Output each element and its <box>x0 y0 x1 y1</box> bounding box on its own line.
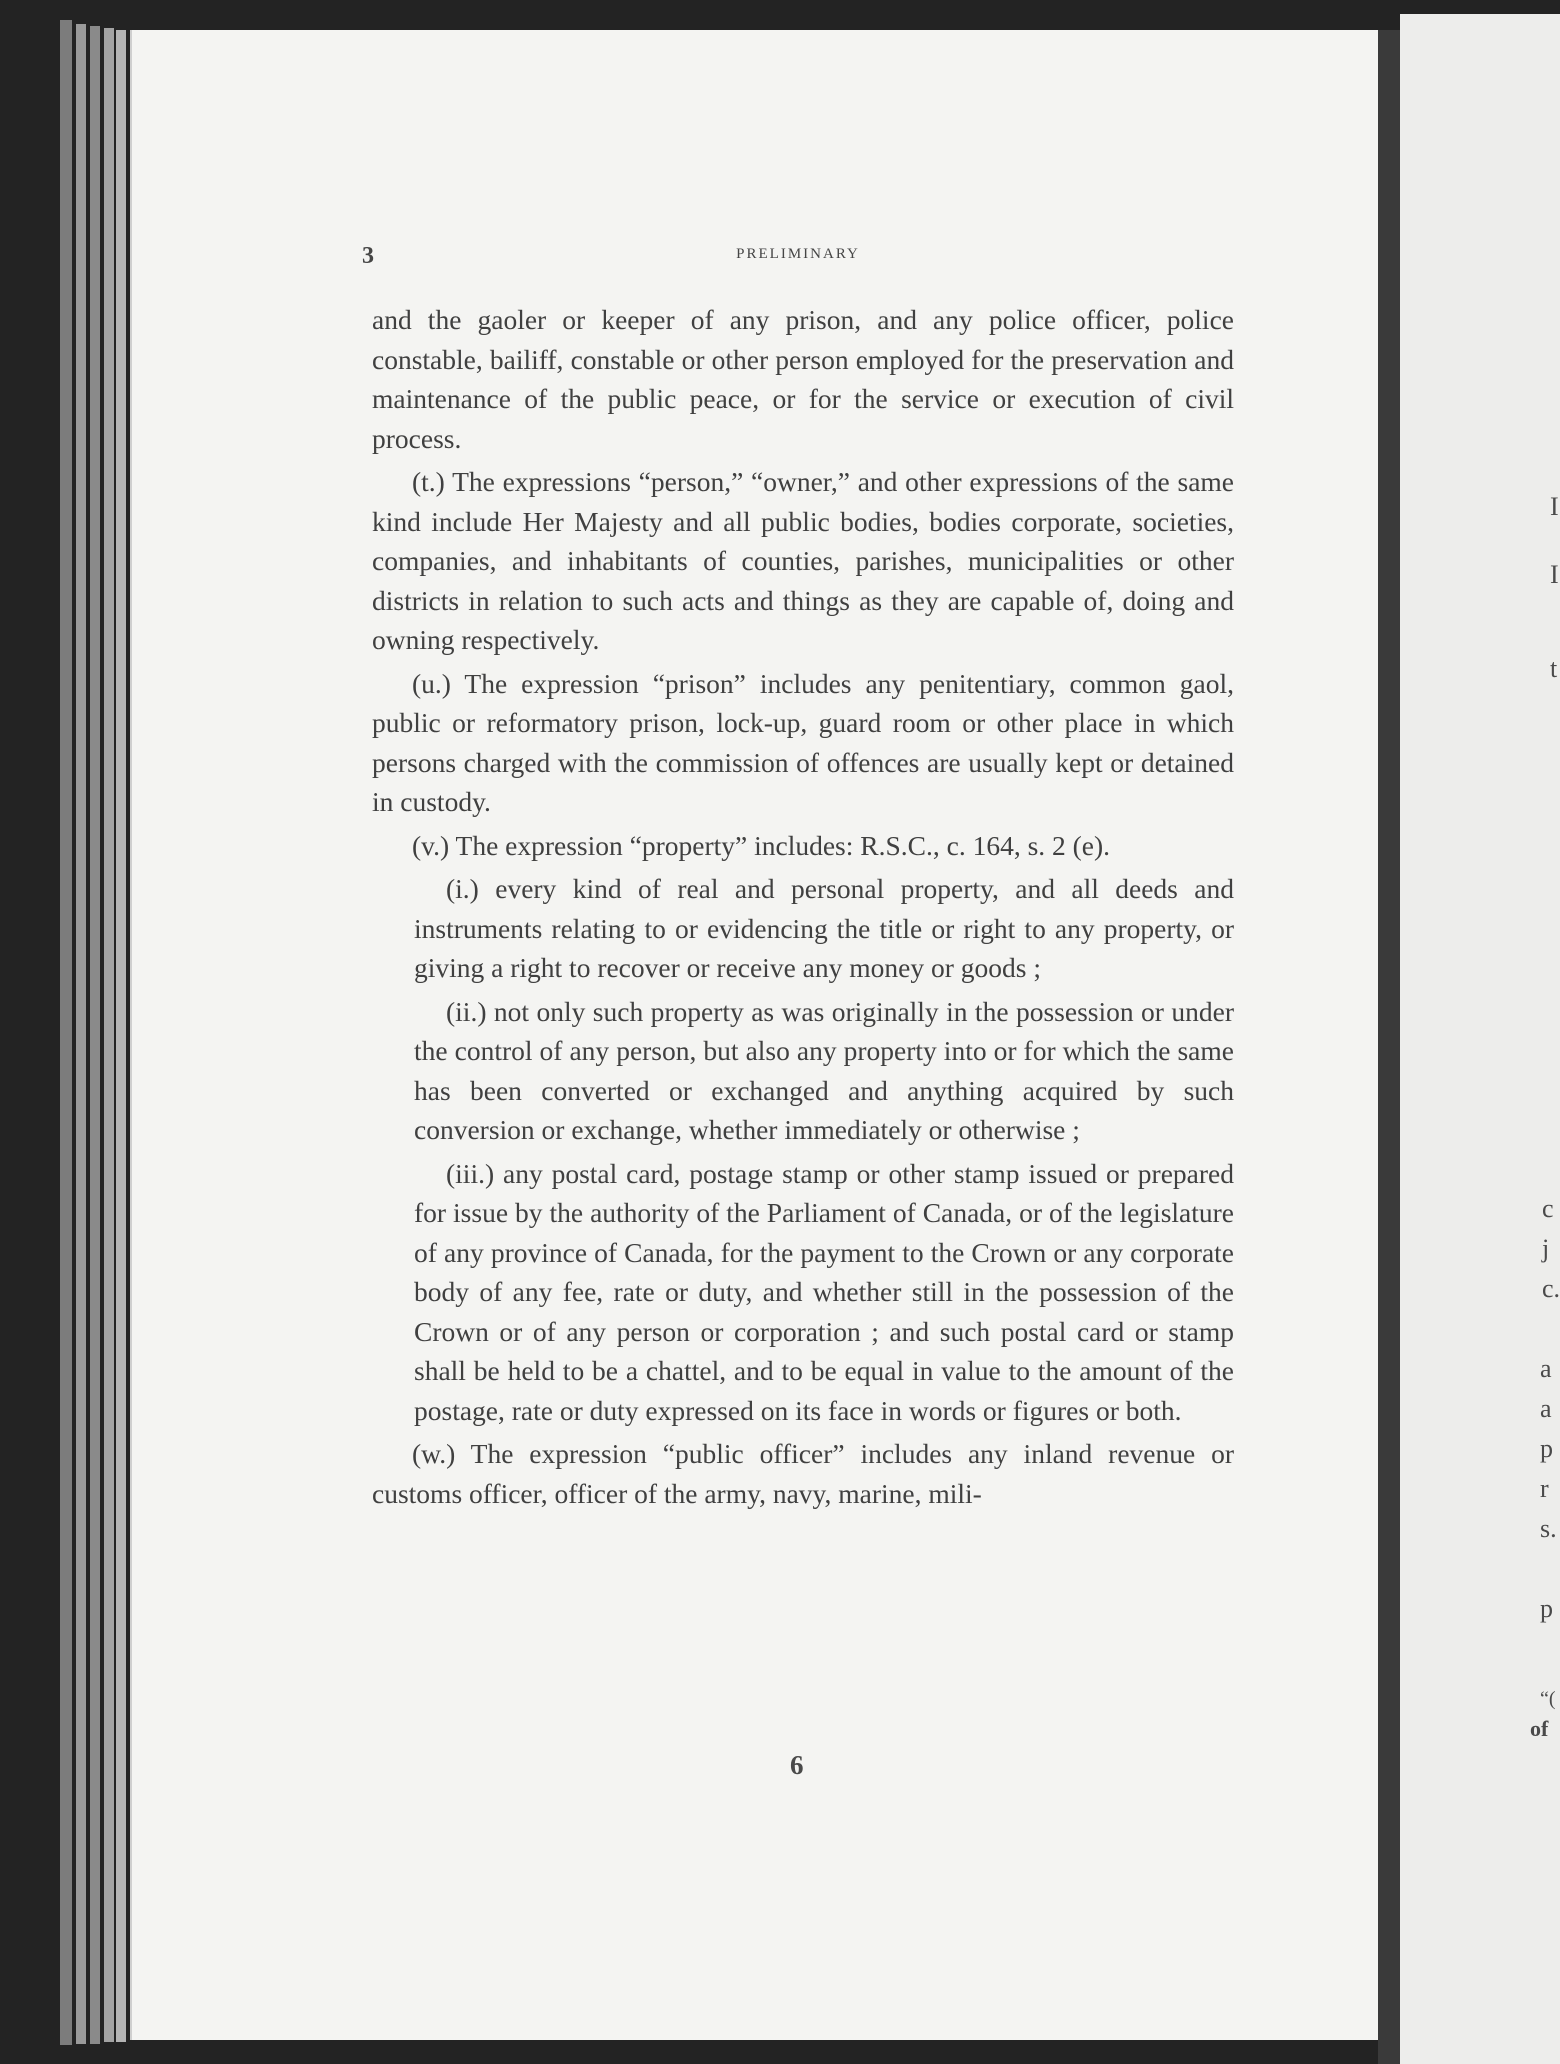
paragraph: (u.) The expression “prison” includes any penitentiary, common gaol, public or reformatory prison, lock-up, guard room or other place in which persons charged with the commission of offences are usually kept or detained in custody. <box>372 667 1234 817</box>
right-page-fragment: r <box>1540 1474 1549 1503</box>
right-page-fragment: t <box>1550 654 1558 683</box>
book-page-right <box>1400 14 1560 2064</box>
paragraph: (t.) The expressions “person,” “owner,” and other expressions of the same kind include Her Majesty and all public bodies, bodies corporate, societies, companies, and inhabitants of counties, parishes, municipalities or other districts in relation to such acts and things as they are capable of, doing and owning respectively. <box>372 466 1234 655</box>
signature-mark: 6 <box>790 1750 804 1780</box>
right-page-fragment: c. <box>1542 1274 1560 1303</box>
right-page-fragment: p <box>1540 1434 1553 1463</box>
body-text <box>372 300 1234 1517</box>
section-title: PRELIMINARY <box>736 246 860 262</box>
paragraph: and the gaoler or keeper of any prison, and any police officer, police constable, bailiff, constable or other person employed for the preservation and maintenance of the public peace, or for the service or execution of civil process. <box>372 304 1234 454</box>
page-edge <box>76 24 86 2044</box>
running-head <box>362 243 1234 273</box>
right-page-fragment: I <box>1550 492 1559 521</box>
page-edge <box>116 30 126 2042</box>
right-page-fragment: p <box>1540 1594 1553 1623</box>
right-page-fragment: c <box>1542 1194 1554 1223</box>
page-edge <box>90 26 100 2044</box>
right-page-fragment: j <box>1542 1234 1550 1263</box>
right-page-fragment: s. <box>1540 1514 1557 1543</box>
gutter-shadow <box>1378 30 1400 2064</box>
right-page-fragment: a <box>1540 1354 1552 1383</box>
sub-paragraph: (iii.) any postal card, postage stamp or other stamp issued or prepared for issue by the authority of the Parliament of Canada, or of the legislature of any province of Canada, for the payment to the Crown or any corporate body of any fee, rate or duty, and whether still in the possession of the Crown or of any person or corporation ; and such postal card or stamp shall be held to be a chattel, and to be equal in value to the amount of the postage, rate or duty expressed on its face in words or figures or both. <box>414 1157 1234 1426</box>
right-page-fragment: of <box>1530 1716 1549 1741</box>
paragraph: (v.) The expression “property” includes: R.S.C., c. 164, s. 2 (e). <box>412 829 1111 861</box>
right-page-fragment: I <box>1550 560 1559 589</box>
page-edge <box>104 28 114 2042</box>
right-page-fragment: “( <box>1540 1688 1556 1710</box>
sub-paragraph: (i.) every kind of real and personal property, and all deeds and instruments relating to or evidencing the title or right to any property, or giving a right to recover or receive any money or goods ; <box>414 873 1234 983</box>
right-page-fragment: a <box>1540 1394 1552 1423</box>
page-number: 3 <box>362 243 374 269</box>
page-edge <box>60 20 72 2045</box>
paragraph: (w.) The expression “public officer” includes any inland revenue or customs officer, officer of the army, navy, marine, mili- <box>372 1438 1234 1509</box>
sub-paragraph: (ii.) not only such property as was originally in the possession or under the control of any person, but also any property into or for which the same has been converted or exchanged and anything acquired by such conversion or exchange, whether immediately or otherwise ; <box>414 995 1234 1145</box>
